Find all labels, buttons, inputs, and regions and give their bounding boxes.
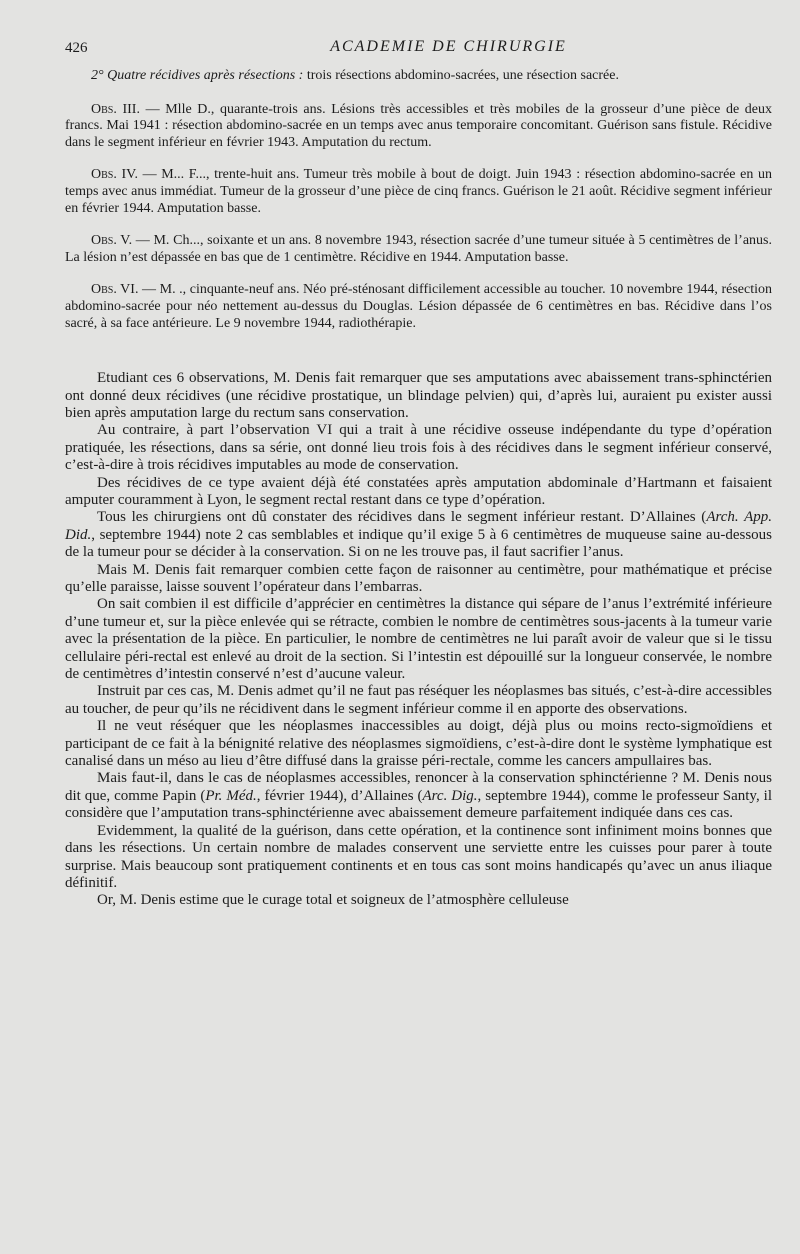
intro-text: trois résections abdomino-sacrées, une résection sacrée.: [303, 68, 619, 83]
text-run: Mais faut-il, dans le cas de néoplasmes accessibles, renoncer à la conservation sphinctérienne ? M. Denis nous dit que, comme Papin (: [65, 770, 772, 804]
intro-paragraph: [65, 68, 772, 85]
observation-item: [65, 102, 772, 152]
observation-text: — Mlle D., quarante-trois ans. Lésions très accessibles et très mobiles de la grosseur d’une pièce de deux francs. Mai 1941 : résection abdomino-sacrée en un temps avec anus temporaire concomitant. Guérison sans fistule. Récidive dans le segment inférieur en février 1943. Amputation du rectum.: [65, 101, 773, 150]
text-run: , septembre 1944) note 2 cas semblables et indique qu’il exige 5 à 6 centimètres de muqueuse saine au-dessous de la tumeur pour se décider à la conservation. Si on ne les trouve pas, il faut sacrifier l’anus.: [65, 526, 772, 561]
body-paragraph: Evidemment, la qualité de la guérison, dans cette opération, et la continence sont infiniment moins bonnes que dans les résections. Un certain nombre de malades conservent une serviette entre les cuisses pour parer à toute surprise. Mais beaucoup sont pratiquement continents et en tous cas sont moins handicapés qu’avec un anus iliaque définitif.: [65, 822, 772, 891]
body-paragraph: Or, M. Denis estime que le curage total et soigneux de l’atmosphère celluleuse: [97, 892, 569, 909]
body-paragraph: On sait combien il est difficile d’apprécier en centimètres la distance qui sépare de l’anus l’extrémité inférieure d’une tumeur et, sur la pièce enlevée qui se rétracte, combien le nombre de centimètres sous-jacents à la tumeur varie avec la présentation de la pièce. En particulier, le nombre de centimètres ne lui paraît avoir de valeur que si le tissu cellulaire péri-rectal est enlevé au droit de la section. Si l’intestin est dépouillé sur la longueur conservée, le nombre de centimètres d’intestin conservé n’est d’aucune valeur.: [65, 596, 772, 683]
page-number: 426: [65, 40, 88, 56]
citation-journal: Arch. App. Did.: [65, 509, 772, 543]
body-paragraph: Instruit par ces cas, M. Denis admet qu’il ne faut pas réséquer les néoplasmes bas situés, c’est-à-dire accessibles au toucher, de peur qu’ils ne récidivent dans le segment inférieur comme il en apporte des observations.: [65, 683, 772, 717]
body-text: [65, 370, 772, 910]
observation-label: Obs. III.: [91, 101, 140, 117]
body-paragraph: Des récidives de ce type avaient déjà été constatées après amputation abdominale d’Hartmann et faisaient amputer couramment à Lyon, le segment rectal restant dans ce type d’opération.: [65, 474, 772, 508]
body-paragraph: Etudiant ces 6 observations, M. Denis fait remarquer que ses amputations avec abaissement trans-sphinctérien ont donné deux récidives (une récidive prostatique, un blindage pelvien) qui, d’après lui, auraient pu exister aussi bien après amputation large du rectum sans conservation.: [65, 370, 772, 421]
body-paragraph: [65, 770, 772, 822]
observations-section: [65, 68, 772, 332]
observation-item: [65, 282, 772, 332]
text-run: , septembre 1944), comme le professeur Santy, il considère que l’amputation trans-sphinctérienne avec abaissement demeure parfaitement indiquée dans ces cas.: [65, 787, 772, 822]
observation-text: — M. ., cinquante-neuf ans. Néo pré-sténosant difficilement accessible au toucher. 10 novembre 1944, résection abdomino-sacrée pour néo nettement au-dessus du Douglas. Lésion dépassée de 6 centimètres en bas. Récidive dans l’os sacré, à sa face antérieure. Le 9 novembre 1944, radiothérapie.: [65, 282, 772, 331]
observation-label: Obs. VI.: [91, 282, 139, 298]
page-header: [65, 38, 772, 68]
observation-label: Obs. V.: [91, 233, 133, 249]
running-title: ACADEMIE DE CHIRURGIE: [330, 38, 567, 55]
observation-label: Obs. IV.: [91, 167, 138, 183]
observation-list: [65, 102, 772, 333]
body-paragraph: Il ne veut réséquer que les néoplasmes inaccessibles au doigt, déjà plus ou moins recto-sigmoïdiens et participant de ce fait à la bénignité relative des néoplasmes sigmoïdiens, c’est-à-dire dont le système lymphatique est canalisé dans un méso au lieu d’être diffusé dans la graisse péri-rectale, comme les cancers ampullaires bas.: [65, 718, 772, 770]
citation-journal: Pr. Méd.: [205, 787, 257, 804]
body-paragraph: Au contraire, à part l’observation VI qui a trait à une récidive osseuse indépendante du type d’opération pratiquée, les résections, dans sa série, ont donné lieu trois fois à des récidives dans le segment inférieur conservé, c’est-à-dire à trois récidives imputables au mode de conservation.: [65, 422, 772, 474]
body-paragraph: Mais M. Denis fait remarquer combien cette façon de raisonner au centimètre, pour mathématique et précise qu’elle paraisse, laisse souvent l’opérateur dans l’embarras.: [65, 561, 772, 595]
body-paragraph: [65, 509, 772, 561]
text-run: Tous les chirurgiens ont dû constater des récidives dans le segment inférieur restant. D’Allaines (: [97, 509, 707, 526]
citation-journal: Arc. Dig.: [422, 787, 478, 804]
observation-text: — M. Ch..., soixante et un ans. 8 novembre 1943, résection sacrée d’une tumeur située à 5 centimètres de l’anus. La lésion n’est dépassée en bas que de 1 centimètre. Récidive en 1944. Amputation basse.: [65, 233, 772, 265]
observation-item: [65, 233, 772, 266]
intro-label: 2° Quatre récidives après résections :: [91, 68, 304, 83]
text-run: , février 1944), d’Allaines (: [256, 787, 423, 804]
observation-text: — M... F..., trente-huit ans. Tumeur très mobile à bout de doigt. Juin 1943 : résection abdomino-sacrée en un temps avec anus immédiat. Tumeur de la grosseur d’une pièce de cinq francs. Guérison le 21 août. Récidive segment inférieur en février 1944. Amputation basse.: [65, 167, 772, 216]
observation-item: [65, 167, 772, 217]
